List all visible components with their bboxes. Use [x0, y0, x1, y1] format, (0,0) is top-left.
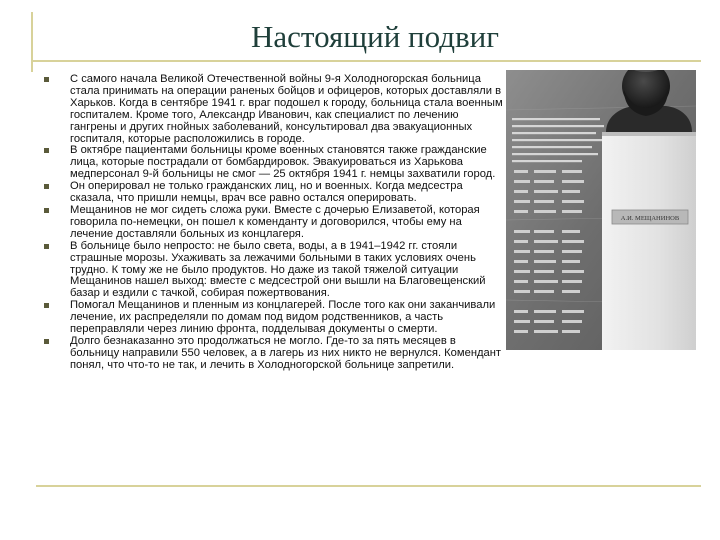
bullet-text: С самого начала Великой Отечественной войны 9-я Холодногорская больница стала принимать на операции раненых бойцов и офицеров, которых доставляли в Харьков. Когда в сентябре 1941 г. враг подошел к городу, больница стала военным госпиталем. Кроме того, Александр Иванович, как специалист по лечению гангрены и других гнойных заболеваний, консультировал два эвакуационных госпиталя, которые расположились в городе.	[70, 73, 503, 145]
square-bullet-icon	[44, 208, 49, 213]
slide-title: Настоящий подвиг	[251, 19, 499, 54]
bullet-text: Помогал Мещанинов и пленным из концлагерей. После того как они заканчивали лечение, их распределяли по домам под видом родственников, а часть переправляли через линию фронта, подделывая документы о смерти.	[70, 299, 496, 336]
bullet-text: Он оперировал не только гражданских лиц, но и военных. Когда медсестра сказала, что пришли немцы, врач все равно остался оперировать.	[70, 180, 463, 205]
list-item	[44, 205, 506, 241]
memorial-photo	[506, 70, 696, 350]
list-item	[44, 241, 506, 301]
square-bullet-icon	[44, 148, 49, 153]
frame-horizontal-line	[31, 60, 701, 62]
square-bullet-icon	[44, 339, 49, 344]
bullet-text: В октябре пациентами больницы кроме военных становятся также гражданские лица, которые пострадали от бомбардировок. Эвакуироваться из Харькова медперсонал 9-й больницы не смог — 25 октября 1941 г. немцы захватили город.	[70, 144, 496, 181]
list-item	[44, 300, 506, 336]
square-bullet-icon	[44, 77, 49, 82]
bullet-text: Мещанинов не мог сидеть сложа руки. Вместе с дочерью Елизаветой, которая говорила по-немецки, он пошел к коменданту и договорился, чтобы ему на лечение доставляли больных из концлагеря.	[70, 203, 480, 240]
list-item	[44, 181, 506, 205]
square-bullet-icon	[44, 184, 49, 189]
square-bullet-icon	[44, 244, 49, 249]
plaque-text: А.И. МЕЩАНИНОВ	[620, 215, 680, 222]
list-item	[44, 74, 506, 145]
frame-vertical-line	[31, 12, 33, 72]
bullet-text: В больнице было непросто: не было света, воды, а в 1941–1942 гг. стояли страшные морозы. Ухаживать за лежачими больными в таких условиях очень трудно. К тому же не было продуктов. Но даже из такой тяжелой ситуации Мещанинов нашел выход: вместе с медсестрой они вышли на Благовещенский базар и ездили с тачкой, собирая пожертвования.	[70, 239, 486, 300]
bullet-list	[44, 74, 506, 372]
square-bullet-icon	[44, 303, 49, 308]
frame-bottom-line	[36, 485, 701, 487]
list-item	[44, 336, 506, 372]
list-item	[44, 145, 506, 181]
bullet-text: Долго безнаказанно это продолжаться не могло. Где-то за пять месяцев в больницу направили 550 человек, а в лагерь из них никто не вернулся. Комендант понял, что что-то не так, и лечить в Холодногорской больнице запретили.	[70, 334, 502, 371]
